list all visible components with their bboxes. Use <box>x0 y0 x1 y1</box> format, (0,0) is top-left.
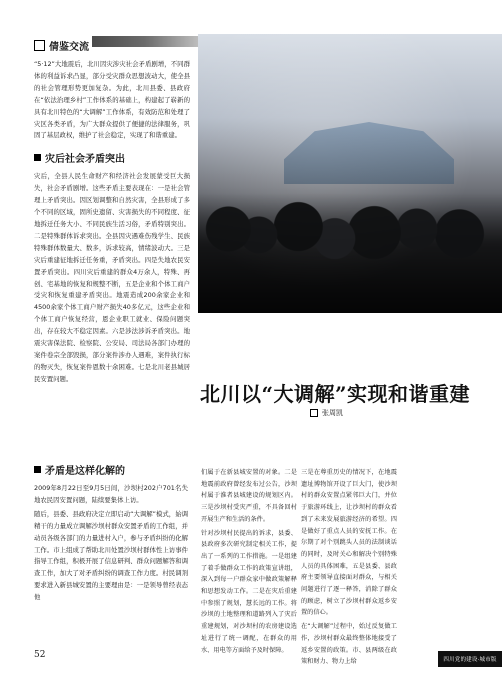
footer-badge: 四川党的建设·城市版 <box>438 651 502 667</box>
byline-author: 张周凯 <box>322 409 343 417</box>
byline-square-icon <box>310 409 318 417</box>
body-paragraph-2a: 2009年8月22日至9月5日间，沙坝村202户701名失地农民因安置问题，陆续要集体上访。 <box>34 484 188 504</box>
column-2-para-1: 们属于在新县城安置的对象。二是地震前政府曾经发布过公告，沙坝村属于淮者县城建设的规划区内。三是沙坝村受灾严重，不具备回村开展生产和生活的条件。 <box>201 469 297 523</box>
column-3 <box>301 467 397 668</box>
header-bar <box>92 36 198 47</box>
subhead-bullet-icon-2 <box>34 466 41 473</box>
byline <box>310 408 343 418</box>
subhead-resolution <box>34 462 188 477</box>
column-2 <box>201 467 297 656</box>
left-column <box>34 36 190 386</box>
column-4 <box>401 467 497 469</box>
intro-paragraph: “5·12”大地震后，北川因灾涉灾社会矛盾剧增，不同群体的利益诉求凸显，部分受灾群众思想波动大，使全县的社会管理形势更加复杂。为此，北川县委、县政府在“依法治理乡村”工作体系的基础上，构建起了崭新的具有北川特色的“大调解”工作体系，有效防范和处理了灾区各类矛盾，为广大群众提供了便捷的法律服务，巩固了基层政权，维护了社会稳定，实现了和谐重建。 <box>34 60 190 140</box>
column-2-para-2: 针对沙坝村民提出的诉求，县委、县政府多次研究制定相关工作，提出了一系列的工作措施。一是组建了着手做群众工作的政策宣讲组，深入到每一户群众家中做政策解释和思想发动工作。二是在灾后重建中参照了规划，慧长远的工作。将沙坝的土地整理和道路列入了灾后重建规划，对沙坝村的农房建设选址进行了统一调配，在群众的用水、用电等方面给予及时保障。 <box>201 529 297 654</box>
column-3-para-2: 在“大调解”过程中，始过反复做工作，沙坝村群众最终整体地接受了返乡安置的政策。市、县两级在政策和财力、物力上给 <box>301 623 397 666</box>
subhead-bullet-icon <box>34 154 41 161</box>
photo-crowd-silhouette <box>198 193 502 313</box>
bottom-left-column <box>34 460 188 604</box>
section-square-icon <box>34 40 45 51</box>
subhead-resolution-text: 矛盾是这样化解的 <box>45 466 125 477</box>
section-title: 倩鉴交流 <box>49 42 89 53</box>
subhead-disaster-conflicts-text: 灾后社会矛盾突出 <box>45 154 125 166</box>
hero-photo <box>198 34 502 313</box>
article-title: 北川以“大调解”实现和谐重建 <box>200 382 471 406</box>
body-paragraph-2b: 随后，县委、县政府决定立即启动“大调解”模式，始调精干的力量成立调解沙坝村群众安置矛盾的工作组，并动员各级各部门的力量进村入户，参与矛盾纠纷的化解工作。市上组成了帮助北川处置沙坝村群体性上访事件指导工作组，积极开展了信息研判、群众问题解答和调查工作，加大了对矛盾纠纷的调查工作力度。村民调剂要求进入新县城安置的主要理由是：一是领导曾经表态他 <box>34 509 188 602</box>
photo-tent-shape <box>284 122 454 184</box>
column-3-para-1: 三是在尊重历史的情况下，在地震遗址博物馆开设了巨大门，使沙坝村的群众安置点紧邻巨大门，并位于旅游环线上，让沙坝村的群众看到了未来发展旅游经济的希望。四是做好了重点人员的安抚工作。在尔期了对个别跳头人员的法制谈话的同时，及时关心和解决个别特殊人员的具体困难，五是县委、县政府主要领导直接面对群众，与相关问题进行了逐一释答，消除了群众的顾虑，树立了沙坝村群众返乡安置的信心。 <box>301 469 397 617</box>
subhead-disaster-conflicts <box>34 150 190 165</box>
body-paragraph-1: 灾后，全县人民生命财产和经济社会发展蒙受巨大损失，社会矛盾剧增。这些矛盾主要表现在：一是社会管理上矛盾突出。因区划调整和自然灾害，全县形成了多个不同的区域，固所史遗留、灾害损失的不同程度、征地拆迁任务大小、不同民族生活习俗，矛盾特别突出。二是特殊群体诉求突出。全县因灾遇难伤残学生、民族特殊群体数量大、数多，诉求较高，情绪波动大。三是灾后重建征地拆迁任务重，矛盾突出。四是失地农民安置矛盾突出。四川灾后重建的群众4万余人，特殊、再创、宅基地的恢复和规整不断，五是企业和个体工商户受灾和恢复重建矛盾突出。地震造成200余家企业和4500余家个体工商户财产损失40多亿元，这些企业和个体工商户恢复经营，恩企业职工就业、保险问题突出，存在较大不稳定因素。六是涉法涉诉矛盾突出。地震灾害保法院、检察院、公安局、司法局各部门办理的案件卷宗全部毁损，部分案件涉办人遇难，案件执行标的物灭失，恢复案件恩数十余困难。七是北川老县城居民安置问题。 <box>34 172 190 383</box>
page-number: 52 <box>34 650 46 660</box>
